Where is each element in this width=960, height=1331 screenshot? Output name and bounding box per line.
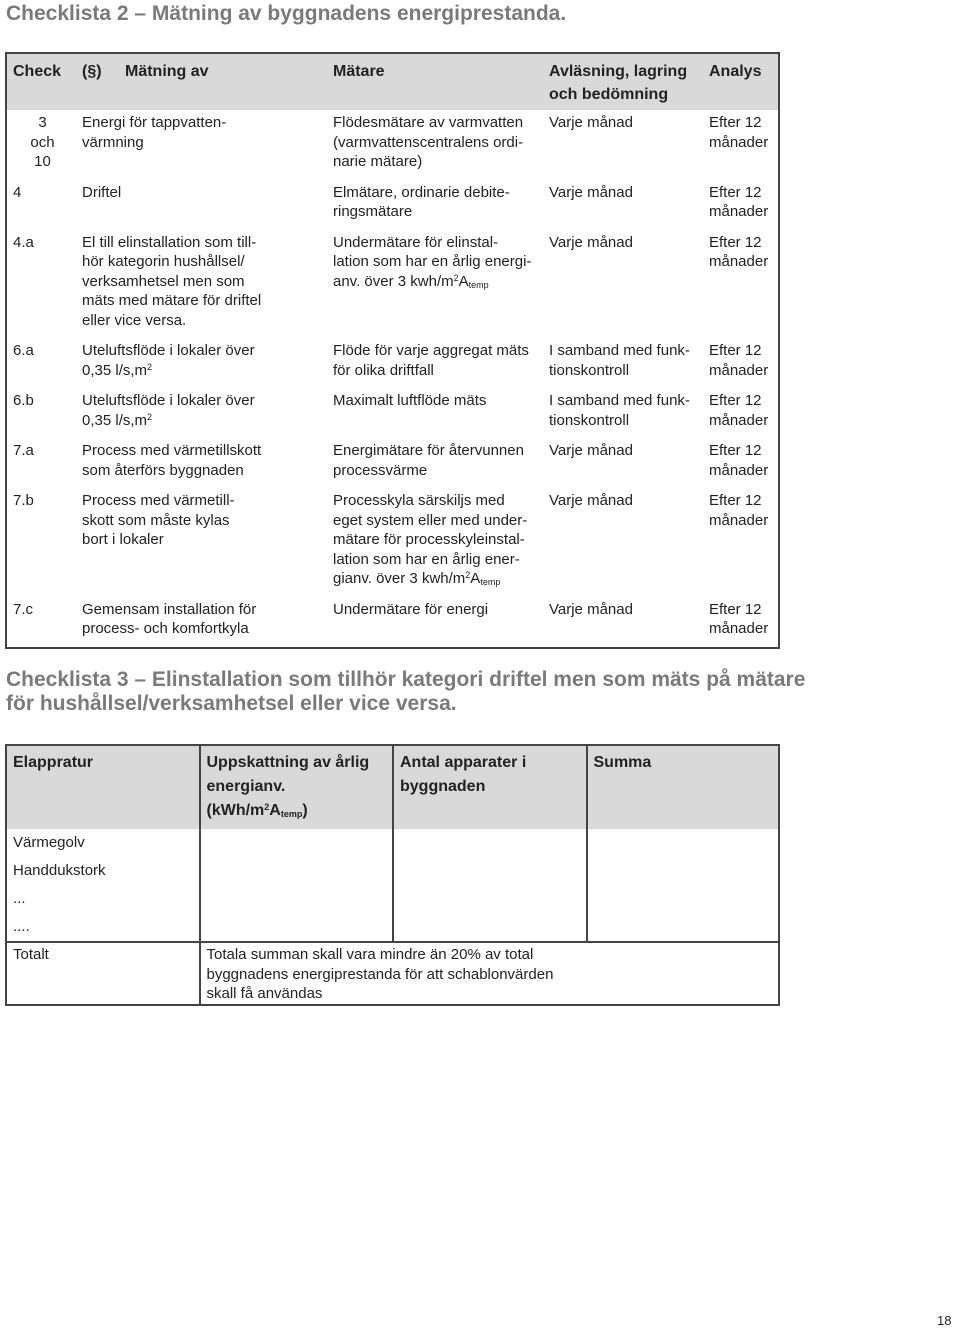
total-row: [6, 942, 779, 1005]
table-row: [6, 438, 779, 488]
table-row: [6, 885, 779, 913]
table-row: [6, 180, 779, 230]
row-reading: Varje månad: [549, 492, 633, 509]
row-appliance: ...: [13, 890, 26, 908]
row-check: 3 och 10: [30, 114, 55, 170]
row-meter: Maximalt luftflöde mäts: [333, 392, 487, 409]
row-appliance: Värmegolv: [13, 834, 85, 852]
row-estimate: [200, 885, 394, 913]
row-reading: I samband med funk- tionskontroll: [549, 342, 690, 379]
row-meter: Flödesmätare av varmvatten (varmvattenscentralens ordi- narie mätare): [333, 114, 524, 170]
energy-measurement-table: [5, 52, 780, 649]
total-label: Totalt: [6, 942, 200, 1005]
row-sum: [587, 829, 780, 857]
row-estimate: [200, 829, 394, 857]
header-meter: Mätare: [333, 63, 385, 80]
row-meter: Processkyla särskiljs med eget system eller med under- mätare för processkyleinstal- lation som har en årlig ener- gianv. över 3 kwh/$m^2A_{temp}$: [333, 492, 528, 587]
table-row: [6, 829, 779, 857]
row-meter: Energimätare för återvunnen processvärme: [333, 442, 524, 479]
row-check: 7.a: [13, 442, 34, 459]
row-reading: Varje månad: [549, 600, 633, 618]
row-estimate: [200, 913, 394, 942]
row-count: [393, 885, 587, 913]
checklist3-title: Checklista 3 – Elinstallation som tillhör kategori driftel men som mäts på mätare för hushållsel/verksamhetsel eller vice versa.: [6, 668, 806, 715]
row-analysis: Efter 12 månader: [709, 183, 769, 220]
row-check: 7.b: [13, 492, 34, 509]
table-header-row: [6, 745, 779, 829]
row-count: [393, 857, 587, 885]
row-measurement: Driftel: [82, 183, 122, 201]
row-reading: Varje månad: [549, 233, 633, 251]
header-appliance: Elappratur: [13, 754, 94, 771]
header-sum: Summa: [587, 745, 780, 829]
table-header-row: [6, 53, 779, 110]
table-row: [6, 388, 779, 438]
row-appliance: Handdukstork: [13, 862, 106, 880]
checklist2-title: Checklista 2 – Mätning av byggnadens energiprestanda.: [6, 2, 567, 25]
row-count: [393, 913, 587, 942]
row-measurement: Uteluftsflöde i lokaler över 0,35 $l/s,m^2$: [82, 392, 255, 429]
row-check: 6.b: [13, 392, 34, 409]
header-estimate: Uppskattning av årlig energianv. $(kWh/m^2A_{temp})$: [200, 745, 394, 829]
row-analysis: Efter 12 månader: [709, 392, 769, 429]
row-meter: Elmätare, ordinarie debite- ringsmätare: [333, 183, 510, 220]
page-number: 18: [937, 1313, 952, 1328]
row-measurement: Process med värmetill- skott som måste kylas bort i lokaler: [82, 492, 235, 548]
row-measurement: Uteluftsflöde i lokaler över 0,35 $l/s,m^2$: [82, 342, 255, 379]
row-measurement: Energi för tappvatten- värmning: [82, 114, 227, 151]
row-sum: [587, 885, 780, 913]
row-reading: Varje månad: [549, 114, 633, 131]
table-row: [6, 913, 779, 942]
row-analysis: Efter 12 månader: [709, 442, 769, 479]
row-analysis: Efter 12 månader: [709, 114, 769, 151]
table-row: [6, 488, 779, 597]
row-check: 4: [13, 183, 22, 201]
table-row: [6, 857, 779, 885]
row-estimate: [200, 857, 394, 885]
row-analysis: Efter 12 månader: [709, 600, 769, 637]
row-sum: [587, 913, 780, 942]
row-measurement: Gemensam installation för process- och komfortkyla: [82, 600, 257, 637]
table-row: [6, 597, 779, 648]
header-reading: Avläsning, lagring och bedömning: [549, 63, 688, 103]
header-analysis: Analys: [709, 63, 762, 80]
total-note: Totala summan skall vara mindre än 20% av total byggnadens energiprestanda för att schablonvärden skall få användas: [200, 942, 780, 1005]
row-check: 6.a: [13, 342, 34, 359]
row-meter: Flöde för varje aggregat mäts för olika driftfall: [333, 342, 529, 379]
row-sum: [587, 857, 780, 885]
row-reading: Varje månad: [549, 183, 633, 201]
header-count: Antal apparater i byggnaden: [393, 745, 587, 829]
row-count: [393, 829, 587, 857]
table-row: [6, 230, 779, 339]
header-measurement: (§) Mätning av: [76, 53, 327, 110]
row-appliance: ....: [13, 918, 30, 936]
table-row: [6, 110, 779, 180]
row-check: 7.c: [13, 600, 34, 618]
row-reading: I samband med funk- tionskontroll: [549, 392, 690, 429]
row-measurement: Process med värmetillskott som återförs byggnaden: [82, 442, 262, 479]
row-analysis: Efter 12 månader: [709, 492, 769, 529]
appliance-table: [5, 744, 780, 1006]
row-meter: Undermätare för energi: [333, 600, 489, 618]
row-meter: Undermätare för elinstal- lation som har en årlig energi- anv. över 3 kwh/$m^2A_{temp}$: [333, 233, 532, 290]
header-paragraph: (§): [82, 63, 102, 80]
header-check: Check: [13, 63, 62, 80]
row-reading: Varje månad: [549, 442, 633, 459]
row-analysis: Efter 12 månader: [709, 342, 769, 379]
row-measurement: El till elinstallation som till- hör kategorin hushållsel/ verksamhetsel men som mäts med mätare för driftel eller vice versa.: [82, 233, 262, 329]
row-check: 4.a: [13, 233, 34, 251]
row-analysis: Efter 12 månader: [709, 233, 769, 270]
table-row: [6, 338, 779, 388]
